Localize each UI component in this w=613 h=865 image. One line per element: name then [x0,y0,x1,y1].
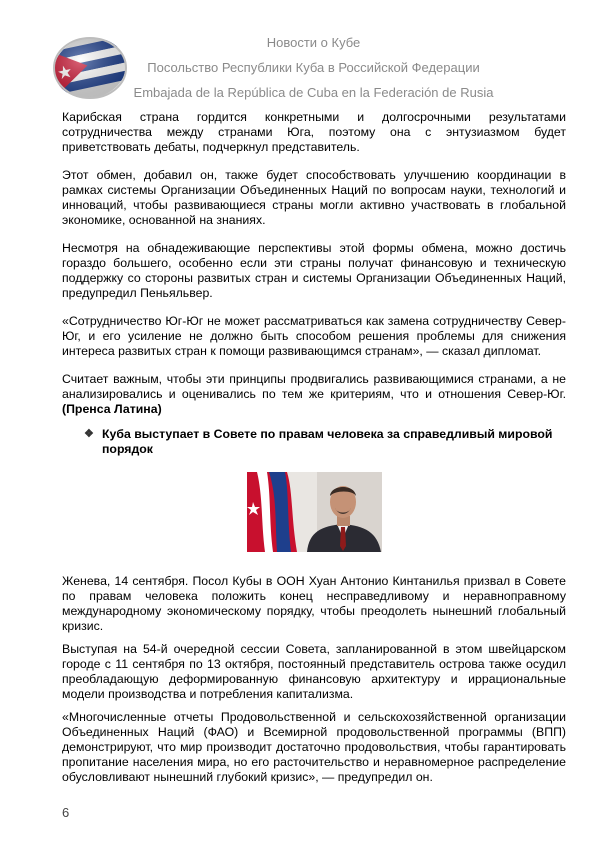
article-1-paragraph: Этот обмен, добавил он, также будет способствовать улучшению координации в рамках системы Организации Объединенных Наций по вопросам науки, технологий и инноваций, чтобы развивающиеся страны могли активно участвовать в глобальной экономике, основанной на знаниях. [62,168,566,227]
header-subtitle-ru: Посольство Республики Куба в Российской Федерации [147,60,480,75]
article-1-paragraph: Несмотря на обнадеживающие перспективы этой формы обмена, можно достичь гораздо большего, особенно если эти страны получат финансовую и техническую поддержку со стороны развитых стран и системы Организации Объединенных Наций, предупредил Пеньяльвер. [62,241,566,300]
header-title: Новости о Кубе [266,35,361,50]
article-2-title: Куба выступает в Совете по правам человека за справедливый мировой порядок [102,427,553,456]
page-header [0,0,613,100]
article-2-paragraph: Выступая на 54-й очередной сессии Совета, запланированной в этом швейцарском городе с 11 сентября по 13 октября, постоянный представитель острова также осудил преобладающую деформированную финансовую архитектуру и иррациональные модели производства и потребления капитализма. [62,642,566,701]
article-2-body [62,574,566,793]
article-1-paragraph: Карибская страна гордится конкретными и долгосрочными результатами сотрудничества между странами Юга, поэтому она с энтузиазмом будет приветствовать дебаты, подчеркнул представитель. [62,110,566,154]
article-1-paragraph: «Сотрудничество Юг-Юг не может рассматриваться как замена сотрудничеству Север-Юг, и его усиление не должно быть способом решения проблемы для снижения интереса развитых стран к помощи развивающимся странам», — сказал дипломат. [62,314,566,358]
article-1-paragraph [62,372,566,417]
header-subtitle-es: Embajada de la República de Cuba en la Federación de Rusia [133,85,494,100]
article-2-paragraph: Женева, 14 сентября. Посол Кубы в ООН Хуан Антонио Кинтанилья призвал в Совете по правам человека положить конец несправедливому и неравноправному международному экономическому порядку, чтобы преодолеть нынешний глобальный кризис. [62,574,566,633]
article-1-source: (Пренса Латина) [62,402,162,416]
article-2-paragraph: «Многочисленные отчеты Продовольственной и сельскохозяйственной организации Объединенных Наций (ФАО) и Всемирной продовольственной программы (ВПП) демонстрируют, что мир производит достаточно продовольствия, чтобы гарантировать пропитание населения мира, но его расточительство и неравномерное распределение обусловливают нынешний глубокий кризис», — предупредил он. [62,710,566,784]
article-2-heading [84,427,564,457]
ambassador-photo [247,472,382,552]
diamond-bullet-icon: ❖ [84,428,94,440]
article-1 [62,110,566,430]
article-1-closing-text: Считает важным, чтобы эти принципы продвигались развивающимися странами, а не анализировались и оценивались по тем же критериям, что и отношения Север-Юг. [62,372,566,401]
ambassador-photo-image [247,472,382,552]
page-number: 6 [62,805,70,820]
